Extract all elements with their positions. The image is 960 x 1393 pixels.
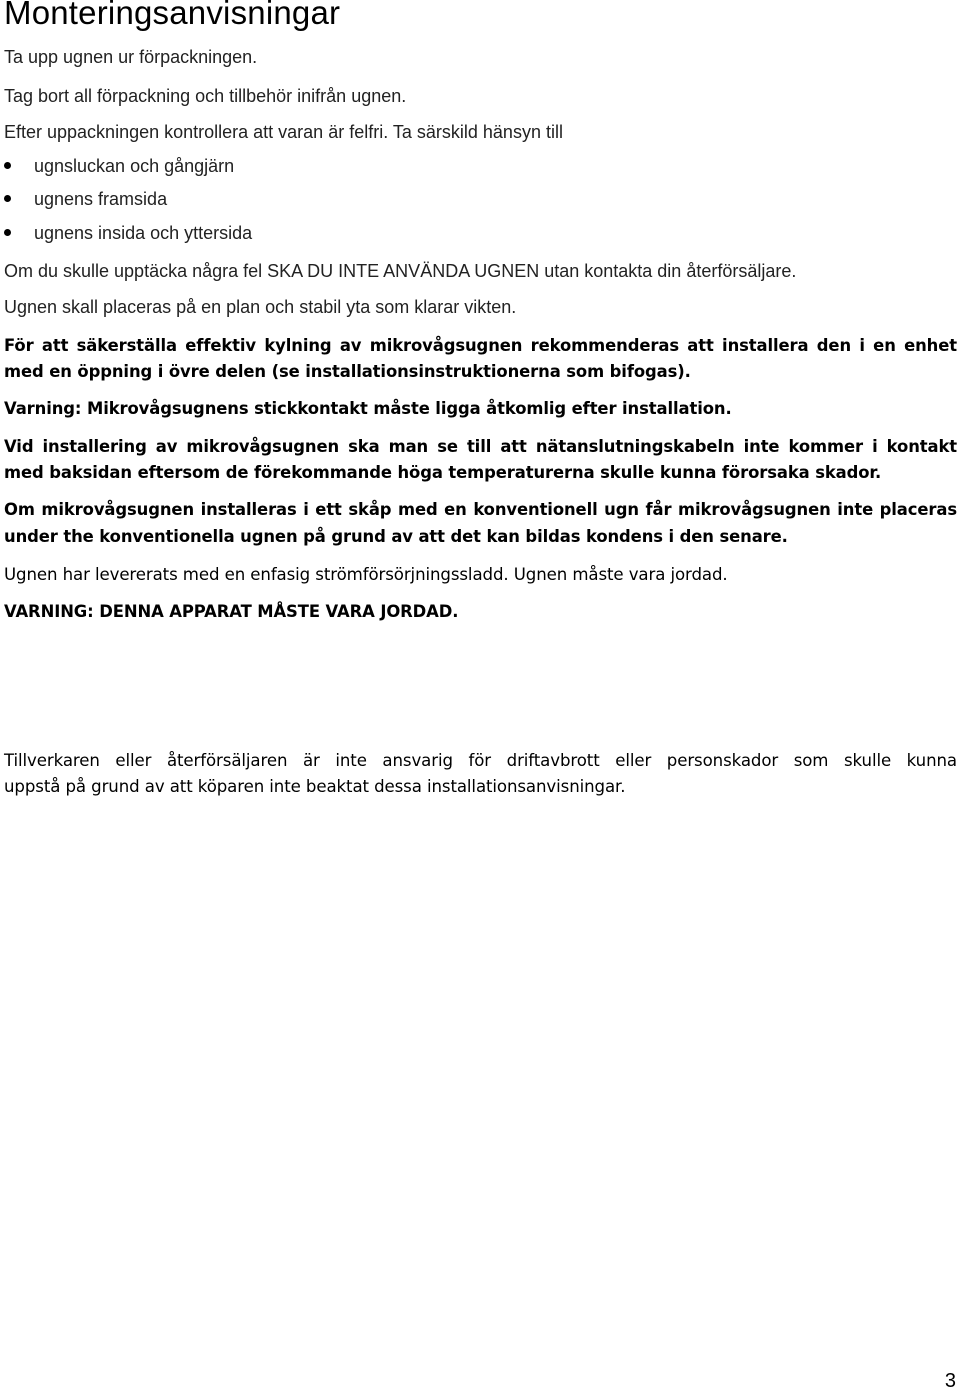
cable-line-2: med baksidan eftersom de förekommande höga temperaturerna skulle kunna förorsaka skador. xyxy=(4,463,882,482)
bullet-icon xyxy=(4,229,11,236)
bullet-icon xyxy=(4,162,11,169)
bullet-icon xyxy=(4,195,11,202)
disclaimer-line-2: uppstå på grund av att köparen inte beaktat dessa installationsanvisningar. xyxy=(4,777,626,796)
earth-warning: VARNING: DENNA APPARAT MÅSTE VARA JORDAD. xyxy=(4,602,459,621)
intro-line-1: Ta upp ugnen ur förpackningen. xyxy=(4,47,258,67)
cabinet-line-1: Om mikrovågsugnen installeras i ett skåp med en konventionell ugn får mikrovågsugnen inte placeras xyxy=(4,500,957,519)
cooling-line-2: med en öppning i övre delen (se installationsinstruktionerna som bifogas). xyxy=(4,362,691,381)
disclaimer-line-1: Tillverkaren eller återförsäljaren är inte ansvarig för driftavbrott eller personskador som skulle kunna xyxy=(4,751,957,770)
page-title: Monteringsanvisningar xyxy=(4,0,341,31)
bullet-item-inside xyxy=(4,223,252,244)
cord-paragraph: Ugnen har levererats med en enfasig strömförsörjningssladd. Ugnen måste vara jordad. xyxy=(4,565,728,584)
plug-warning: Varning: Mikrovågsugnens stickkontakt måste ligga åtkomlig efter installation. xyxy=(4,399,732,418)
intro-line-2: Tag bort all förpackning och tillbehör inifrån ugnen. xyxy=(4,86,407,106)
cabinet-line-2: under the konventionella ugnen på grund av att det kan bildas kondens i den senare. xyxy=(4,527,788,546)
intro-line-3: Efter uppackningen kontrollera att varan är felfri. Ta särskild hänsyn till xyxy=(4,122,563,142)
bullet-item-door xyxy=(4,156,234,177)
cable-line-1: Vid installering av mikrovågsugnen ska man se till att nätanslutningskabeln inte kommer i kontakt xyxy=(4,437,957,456)
page-number: 3 xyxy=(944,1370,956,1392)
defects-paragraph: Om du skulle upptäcka några fel SKA DU INTE ANVÄNDA UGNEN utan kontakta din återförsäljare. xyxy=(4,261,797,281)
bullet-text: ugnens insida och yttersida xyxy=(34,223,253,243)
bullet-item-front xyxy=(4,189,167,210)
placement-paragraph: Ugnen skall placeras på en plan och stabil yta som klarar vikten. xyxy=(4,297,517,317)
bullet-text: ugnsluckan och gångjärn xyxy=(34,156,235,176)
cooling-line-1: För att säkerställa effektiv kylning av mikrovågsugnen rekommenderas att installera den i en enhet xyxy=(4,336,957,355)
bullet-text: ugnens framsida xyxy=(34,189,168,209)
